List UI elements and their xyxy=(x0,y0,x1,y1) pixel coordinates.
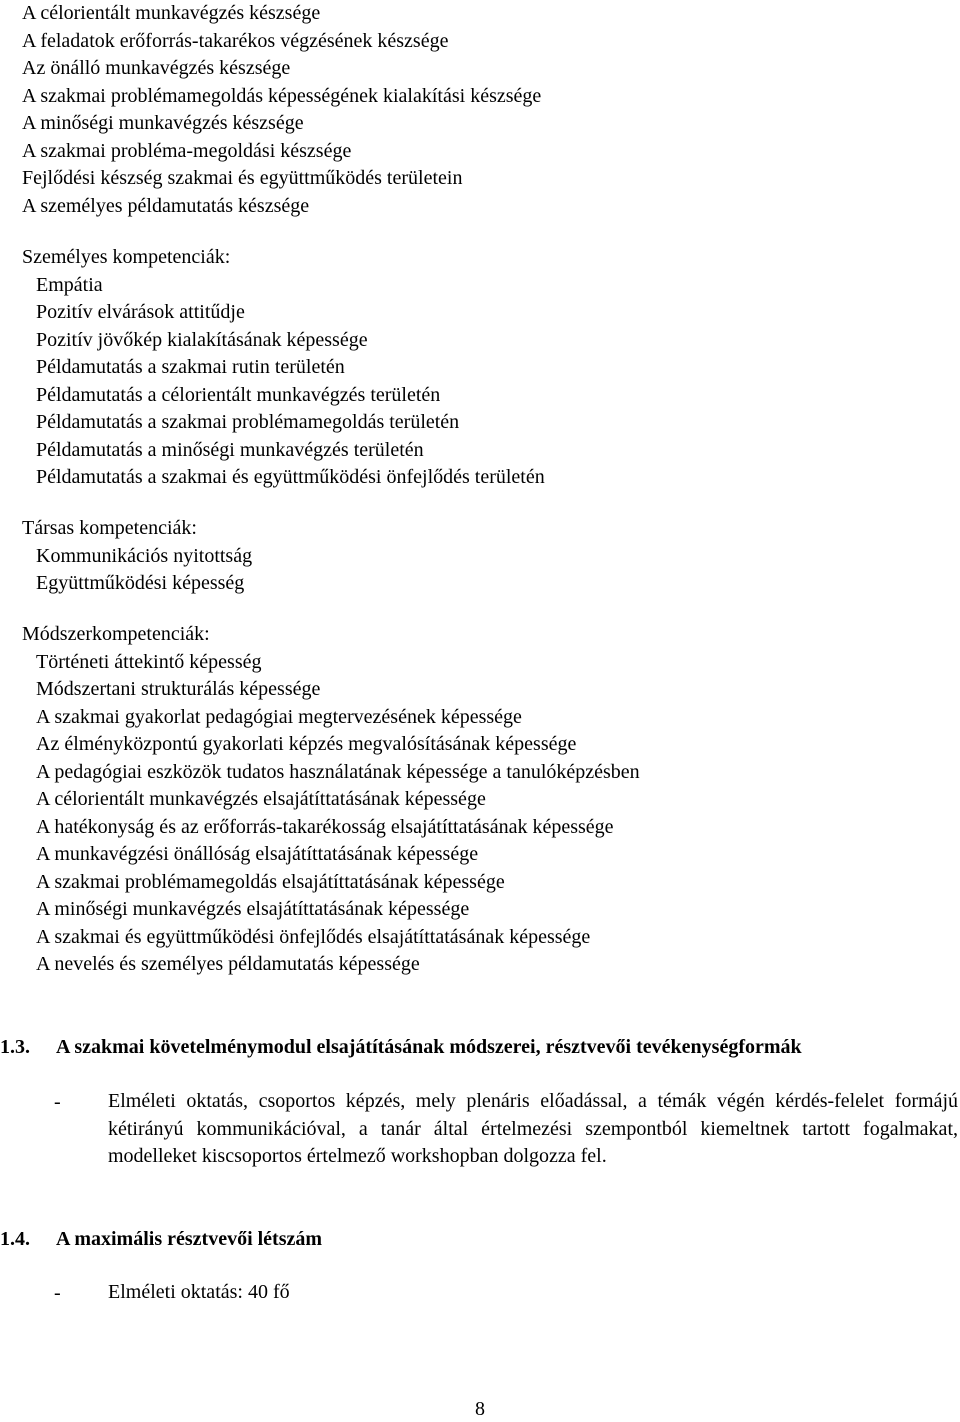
method-competencies-heading: Módszerkompetenciák: xyxy=(22,623,210,645)
bullet-paragraph: Elméleti oktatás, csoportos képzés, mely plenáris előadással, a témák végén kérdés-felelet formájú kétirányú kommunikációval, a tanár által értelmezési szempontból kiemeltnek tartott fogalmakat, modelleket kiscsoportos értelmező workshopban dolgozza fel. xyxy=(108,1090,958,1168)
list-item: A személyes példamutatás készsége xyxy=(22,194,310,217)
list-item: A szakmai problémamegoldás képességének kialakítási készsége xyxy=(22,84,542,107)
section-title: A szakmai követelménymodul elsajátításának módszerei, résztvevői tevékenységformák xyxy=(56,1036,802,1058)
list-item: Az önálló munkavégzés készsége xyxy=(22,57,291,79)
list-item: Példamutatás a célorientált munkavégzés területén xyxy=(36,383,441,406)
list-item: Példamutatás a szakmai és együttműködési önfejlődés területén xyxy=(36,466,545,488)
list-item: A pedagógiai eszközök tudatos használatának képessége a tanulóképzésben xyxy=(36,760,640,783)
list-item: A szakmai gyakorlat pedagógiai megtervezésének képessége xyxy=(36,705,522,728)
list-item: Példamutatás a szakmai rutin területén xyxy=(36,356,345,378)
list-item: Együttműködési képesség xyxy=(36,572,245,594)
list-item: Az élményközpontú gyakorlati képzés megvalósításának képessége xyxy=(36,733,577,755)
list-item: A feladatok erőforrás-takarékos végzésének készsége xyxy=(22,29,449,52)
page-number: 8 xyxy=(475,1398,485,1420)
list-item: A minőségi munkavégzés készsége xyxy=(22,112,304,134)
section-heading xyxy=(0,1034,960,1060)
list-item: A hatékonyság és az erőforrás-takarékosság elsajátíttatásának képessége xyxy=(36,815,614,838)
list-item: Pozitív elvárások attitűdje xyxy=(36,301,245,323)
list-item: Kommunikációs nyitottság xyxy=(36,544,253,567)
social-competencies-heading: Társas kompetenciák: xyxy=(22,517,197,539)
bullet-dash: - xyxy=(54,1282,61,1304)
list-item: A munkavégzési önállóság elsajátíttatásának képessége xyxy=(36,843,479,865)
list-item: Pozitív jövőkép kialakításának képessége xyxy=(36,328,368,351)
section-heading xyxy=(0,1226,960,1252)
list-item: A szakmai probléma-megoldási készsége xyxy=(22,139,352,162)
list-item: A célorientált munkavégzés elsajátíttatásának képessége xyxy=(36,788,486,810)
list-item: A szakmai és együttműködési önfejlődés elsajátíttatásának képessége xyxy=(36,925,591,948)
section-title: A maximális résztvevői létszám xyxy=(56,1228,323,1250)
section-number: 1.3. xyxy=(0,1036,30,1058)
list-item: Történeti áttekintő képesség xyxy=(36,650,262,673)
list-item: Példamutatás a minőségi munkavégzés területén xyxy=(36,438,424,461)
list-item: A célorientált munkavégzés készsége xyxy=(22,2,321,24)
list-item: Módszertani strukturálás képessége xyxy=(36,678,321,700)
list-item: Példamutatás a szakmai problémamegoldás területén xyxy=(36,411,460,433)
bullet-paragraph: Elméleti oktatás: 40 fő xyxy=(108,1281,290,1303)
list-item: A szakmai problémamegoldás elsajátíttatásának képessége xyxy=(36,870,505,893)
section-number: 1.4. xyxy=(0,1228,30,1250)
list-item: Fejlődési készség szakmai és együttműködés területein xyxy=(22,167,463,189)
list-item: A minőségi munkavégzés elsajátíttatásának képessége xyxy=(36,898,470,920)
bullet-dash: - xyxy=(54,1091,61,1113)
list-item: Empátia xyxy=(36,273,103,296)
list-item: A nevelés és személyes példamutatás képessége xyxy=(36,953,420,975)
personal-competencies-heading: Személyes kompetenciák: xyxy=(22,246,231,268)
